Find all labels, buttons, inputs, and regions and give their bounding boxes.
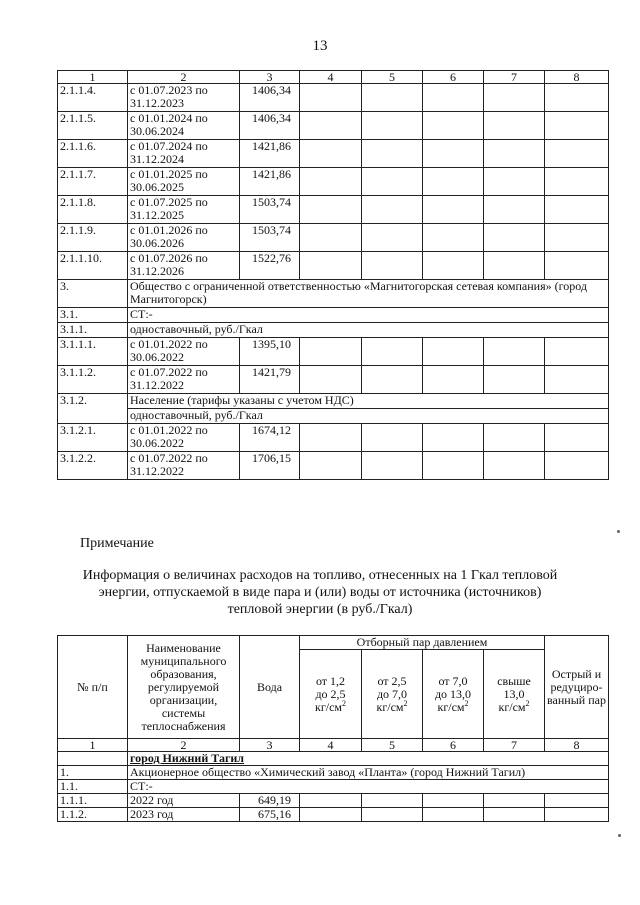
row-period: с 01.07.2026 по 31.12.2026 bbox=[128, 252, 240, 280]
st-no: 1.1. bbox=[58, 780, 128, 794]
column-number: 5 bbox=[362, 739, 423, 752]
empty-cell bbox=[484, 168, 545, 196]
steam-range-line: до 2,5 bbox=[315, 686, 346, 701]
row-number: 3.1.1.2. bbox=[58, 366, 128, 394]
empty-cell bbox=[545, 84, 609, 112]
empty-cell bbox=[362, 452, 423, 480]
unit-label bbox=[486, 698, 542, 714]
empty-cell bbox=[423, 808, 484, 822]
empty-cell bbox=[300, 84, 362, 112]
unit-text: кг/см bbox=[376, 699, 404, 714]
row-number: 3.1.2.1. bbox=[58, 424, 128, 452]
row-value: 1706,15 bbox=[240, 452, 300, 480]
row-value: 1674,12 bbox=[240, 424, 300, 452]
row-number: 2.1.1.4. bbox=[58, 84, 128, 112]
steam-range-line: от 1,2 bbox=[315, 673, 346, 688]
empty-cell bbox=[484, 224, 545, 252]
empty-cell bbox=[545, 808, 609, 822]
row-text: одноставочный, руб./Гкал bbox=[128, 409, 609, 424]
table-row bbox=[58, 84, 609, 112]
fuel-cost-table bbox=[57, 635, 609, 822]
empty-cell bbox=[362, 196, 423, 224]
empty-cell bbox=[545, 224, 609, 252]
city-no-cell bbox=[58, 752, 128, 766]
row-year: 2023 год bbox=[128, 808, 240, 822]
column-number: 4 bbox=[300, 71, 362, 84]
unit-exponent: 2 bbox=[403, 698, 408, 708]
empty-cell bbox=[300, 112, 362, 140]
col-header-name: Наименование муниципального образования, регулируемой организации, системы теплоснабжения bbox=[128, 636, 240, 739]
unit-text: кг/см bbox=[437, 699, 465, 714]
empty-cell bbox=[300, 452, 362, 480]
steam-range-line: от 7,0 bbox=[438, 673, 468, 688]
row-number: 2.1.1.7. bbox=[58, 168, 128, 196]
column-number: 2 bbox=[128, 71, 240, 84]
row-period: с 01.07.2024 по 31.12.2024 bbox=[128, 140, 240, 168]
empty-cell bbox=[362, 168, 423, 196]
steam-range-line: от 2,5 bbox=[377, 673, 407, 688]
empty-cell bbox=[362, 366, 423, 394]
column-number: 4 bbox=[300, 739, 362, 752]
empty-cell bbox=[362, 808, 423, 822]
empty-cell bbox=[423, 224, 484, 252]
empty-cell bbox=[300, 196, 362, 224]
column-number: 7 bbox=[484, 739, 545, 752]
row-value: 1503,74 bbox=[240, 196, 300, 224]
empty-cell bbox=[300, 808, 362, 822]
unit-text: кг/см bbox=[498, 699, 526, 714]
unit-label bbox=[425, 698, 481, 714]
table-row bbox=[58, 366, 609, 394]
unit-label bbox=[302, 698, 359, 714]
empty-cell bbox=[300, 338, 362, 366]
steam-pressure-header bbox=[362, 650, 423, 739]
row-number: 2.1.1.9. bbox=[58, 224, 128, 252]
table-row bbox=[58, 280, 609, 308]
empty-cell bbox=[484, 140, 545, 168]
row-period: с 01.07.2025 по 31.12.2025 bbox=[128, 196, 240, 224]
empty-cell bbox=[300, 794, 362, 808]
st-text: СТ:- bbox=[128, 780, 609, 794]
tariff-table bbox=[57, 70, 609, 480]
empty-cell bbox=[423, 84, 484, 112]
table-row bbox=[58, 140, 609, 168]
column-number: 2 bbox=[128, 739, 240, 752]
row-number: 2.1.1.10. bbox=[58, 252, 128, 280]
row-period: с 01.01.2022 по 30.06.2022 bbox=[128, 424, 240, 452]
note-title: Примечание bbox=[80, 536, 154, 551]
column-number: 3 bbox=[240, 739, 300, 752]
table-row bbox=[58, 424, 609, 452]
empty-cell bbox=[484, 84, 545, 112]
empty-cell bbox=[545, 168, 609, 196]
table-header-row bbox=[58, 71, 609, 84]
empty-cell bbox=[362, 424, 423, 452]
row-number: 1.1.1. bbox=[58, 794, 128, 808]
column-number: 1 bbox=[58, 71, 128, 84]
column-number: 7 bbox=[484, 71, 545, 84]
steam-range-line: до 7,0 bbox=[376, 686, 408, 701]
empty-cell bbox=[484, 366, 545, 394]
scan-dot bbox=[617, 530, 620, 533]
row-year: 2022 год bbox=[128, 794, 240, 808]
row-period: с 01.01.2026 по 30.06.2026 bbox=[128, 224, 240, 252]
row-number: 1.1.2. bbox=[58, 808, 128, 822]
empty-cell bbox=[300, 224, 362, 252]
empty-cell bbox=[484, 424, 545, 452]
empty-cell bbox=[484, 252, 545, 280]
col-header-sharp-steam: Острый и редуциро-ванный пар bbox=[545, 636, 609, 739]
scan-dot bbox=[618, 834, 621, 837]
row-value: 1421,86 bbox=[240, 168, 300, 196]
unit-exponent: 2 bbox=[342, 698, 346, 708]
row-number: 3.1.2. bbox=[58, 394, 128, 424]
empty-cell bbox=[362, 112, 423, 140]
empty-cell bbox=[423, 452, 484, 480]
unit-text: кг/см bbox=[314, 699, 342, 714]
unit-exponent: 2 bbox=[464, 698, 469, 708]
empty-cell bbox=[545, 424, 609, 452]
empty-cell bbox=[423, 112, 484, 140]
unit-exponent: 2 bbox=[525, 698, 530, 708]
row-number: 3.1.1.1. bbox=[58, 338, 128, 366]
page-number: 13 bbox=[312, 38, 328, 54]
row-period: с 01.07.2022 по 31.12.2022 bbox=[128, 366, 240, 394]
table-row bbox=[58, 323, 609, 338]
empty-cell bbox=[362, 84, 423, 112]
table-row bbox=[58, 196, 609, 224]
empty-cell bbox=[423, 424, 484, 452]
unit-label bbox=[364, 698, 420, 714]
row-value: 1421,79 bbox=[240, 366, 300, 394]
empty-cell bbox=[423, 338, 484, 366]
row-text: СТ:- bbox=[128, 308, 609, 323]
column-number: 1 bbox=[58, 739, 128, 752]
row-number: 3. bbox=[58, 280, 128, 308]
row-period: с 01.01.2024 по 30.06.2024 bbox=[128, 112, 240, 140]
col-header-steam-group: Отборный пар давлением bbox=[300, 636, 545, 650]
row-value: 1421,86 bbox=[240, 140, 300, 168]
empty-cell bbox=[362, 338, 423, 366]
steam-range-line: 13,0 bbox=[503, 686, 525, 701]
empty-cell bbox=[545, 338, 609, 366]
table-row bbox=[58, 338, 609, 366]
table-row bbox=[58, 794, 609, 808]
table-row bbox=[58, 394, 609, 409]
empty-cell bbox=[362, 224, 423, 252]
column-number: 3 bbox=[240, 71, 300, 84]
table-row bbox=[58, 112, 609, 140]
empty-cell bbox=[423, 252, 484, 280]
steam-pressure-header bbox=[484, 650, 545, 739]
row-number: 3.1.1. bbox=[58, 323, 128, 338]
empty-cell bbox=[423, 366, 484, 394]
steam-range-line: до 13,0 bbox=[434, 686, 472, 701]
empty-cell bbox=[484, 196, 545, 224]
row-text: Общество с ограниченной ответственностью «Магнитогорская сетевая компания» (город Магнитогорск) bbox=[128, 280, 609, 308]
row-value: 1395,10 bbox=[240, 338, 300, 366]
empty-cell bbox=[545, 252, 609, 280]
steam-pressure-header bbox=[423, 650, 484, 739]
column-number: 6 bbox=[423, 739, 484, 752]
column-number: 8 bbox=[545, 739, 609, 752]
column-number: 8 bbox=[545, 71, 609, 84]
empty-cell bbox=[545, 112, 609, 140]
city-name: город Нижний Тагил bbox=[128, 752, 609, 766]
table-row bbox=[58, 252, 609, 280]
empty-cell bbox=[300, 252, 362, 280]
row-period: с 01.01.2025 по 30.06.2025 bbox=[128, 168, 240, 196]
empty-cell bbox=[484, 808, 545, 822]
empty-cell bbox=[545, 140, 609, 168]
col-header-no: № п/п bbox=[58, 636, 128, 739]
empty-cell bbox=[545, 794, 609, 808]
col-header-water: Вода bbox=[240, 636, 300, 739]
empty-cell bbox=[300, 424, 362, 452]
steam-range-line: свыше bbox=[497, 673, 531, 688]
steam-pressure-header bbox=[300, 650, 362, 739]
row-number: 2.1.1.6. bbox=[58, 140, 128, 168]
empty-cell bbox=[545, 366, 609, 394]
empty-cell bbox=[423, 794, 484, 808]
org-name: Акционерное общество «Химический завод «Планта» (город Нижний Тагил) bbox=[128, 766, 609, 780]
row-value: 1522,76 bbox=[240, 252, 300, 280]
row-period: с 01.07.2023 по 31.12.2023 bbox=[128, 84, 240, 112]
table-row bbox=[58, 168, 609, 196]
empty-cell bbox=[362, 140, 423, 168]
empty-cell bbox=[484, 452, 545, 480]
row-text: Население (тарифы указаны с учетом НДС) bbox=[128, 394, 609, 409]
row-number: 2.1.1.8. bbox=[58, 196, 128, 224]
row-value: 675,16 bbox=[240, 808, 300, 822]
empty-cell bbox=[545, 452, 609, 480]
row-value: 1503,74 bbox=[240, 224, 300, 252]
table-row bbox=[58, 808, 609, 822]
row-value: 1406,34 bbox=[240, 84, 300, 112]
empty-cell bbox=[484, 794, 545, 808]
empty-cell bbox=[484, 338, 545, 366]
row-number: 3.1.2.2. bbox=[58, 452, 128, 480]
info-heading: Информация о величинах расходов на топливо, отнесенных на 1 Гкал тепловой энергии, отпускаемой в виде пара и (или) воды от источника (источников) тепловой энергии (в руб./Гкал) bbox=[82, 568, 558, 617]
table-row bbox=[58, 224, 609, 252]
table-row bbox=[58, 452, 609, 480]
column-number: 6 bbox=[423, 71, 484, 84]
row-period: с 01.07.2022 по 31.12.2022 bbox=[128, 452, 240, 480]
empty-cell bbox=[423, 140, 484, 168]
row-number: 2.1.1.5. bbox=[58, 112, 128, 140]
empty-cell bbox=[300, 366, 362, 394]
row-value: 649,19 bbox=[240, 794, 300, 808]
row-value: 1406,34 bbox=[240, 112, 300, 140]
empty-cell bbox=[300, 168, 362, 196]
empty-cell bbox=[423, 196, 484, 224]
row-number: 3.1. bbox=[58, 308, 128, 323]
empty-cell bbox=[362, 794, 423, 808]
empty-cell bbox=[484, 112, 545, 140]
empty-cell bbox=[300, 140, 362, 168]
empty-cell bbox=[423, 168, 484, 196]
empty-cell bbox=[545, 196, 609, 224]
row-text: одноставочный, руб./Гкал bbox=[128, 323, 609, 338]
row-period: с 01.01.2022 по 30.06.2022 bbox=[128, 338, 240, 366]
column-number: 5 bbox=[362, 71, 423, 84]
table-row bbox=[58, 409, 609, 424]
table-row bbox=[58, 308, 609, 323]
org-no: 1. bbox=[58, 766, 128, 780]
empty-cell bbox=[362, 252, 423, 280]
